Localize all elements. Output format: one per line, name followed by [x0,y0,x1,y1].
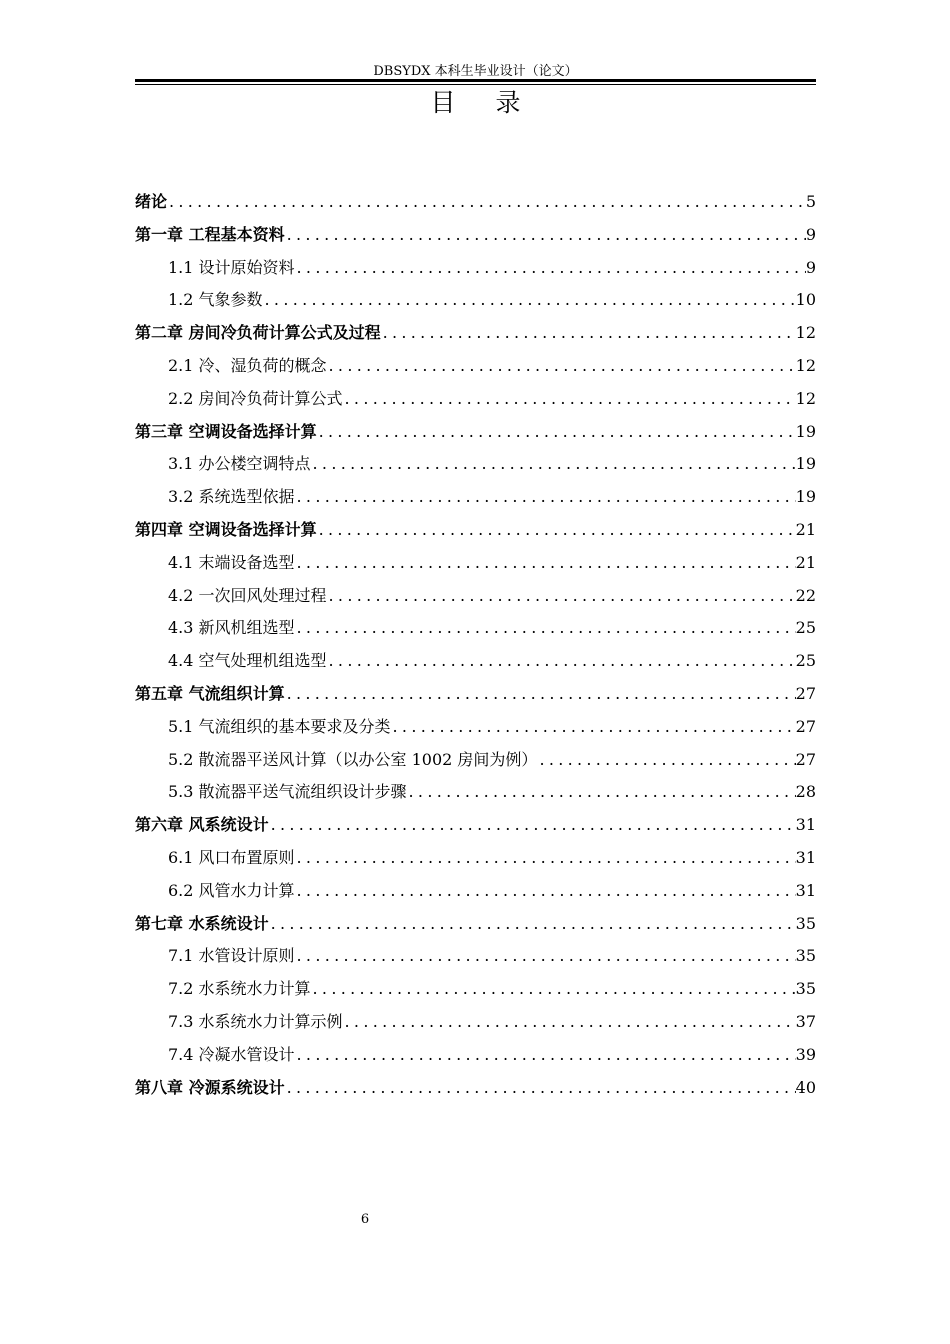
toc-entry-label: 绪论 [135,192,168,211]
toc-entry-label: 7.4 冷凝水管设计 [168,1044,295,1064]
toc-entry-label: 4.2 一次回风处理过程 [168,585,327,605]
toc-entry-label: 5.2 散流器平送风计算（以办公室 1002 房间为例） [168,749,538,769]
toc-entry-page-number: 35 [795,946,816,966]
toc-dot-leader [311,454,796,474]
toc-dot-leader [391,717,796,737]
toc-section-entry[interactable] [135,1039,816,1065]
toc-dot-leader [327,356,796,376]
toc-dot-leader [343,389,796,409]
toc-entry-page-number: 12 [795,356,816,375]
toc-section-entry[interactable] [135,612,816,638]
toc-entry-page-number: 25 [795,618,816,638]
toc-section-entry[interactable] [135,580,816,606]
toc-dot-leader [285,225,806,245]
toc-dot-leader [381,323,796,343]
toc-entry-page-number: 21 [795,552,816,572]
toc-entry-label: 7.1 水管设计原则 [168,946,295,966]
toc-dot-leader [327,586,796,606]
toc-dot-leader [295,258,806,278]
toc-entry-page-number: 31 [795,880,816,900]
toc-entry-label: 第四章 空调设备选择计算 [135,520,317,539]
toc-entry-label: 第五章 气流组织计算 [135,684,285,703]
toc-section-entry[interactable] [135,1006,816,1032]
toc-dot-leader [285,684,796,704]
toc-section-entry[interactable] [135,842,816,868]
toc-dot-leader [317,520,796,540]
toc-entry-page-number: 37 [795,1012,816,1031]
toc-dot-leader [317,422,796,442]
toc-entry-label: 4.3 新风机组选型 [168,618,295,638]
toc-dot-leader [167,192,806,212]
toc-entry-label: 第八章 冷源系统设计 [135,1077,285,1097]
toc-entry-page-number: 9 [805,257,816,277]
toc-section-entry[interactable] [135,940,816,966]
toc-section-entry[interactable] [135,284,816,310]
toc-entry-label: 1.1 设计原始资料 [168,257,295,277]
toc-entry-label: 6.1 风口布置原则 [168,848,295,867]
toc-entry-label: 7.2 水系统水力计算 [168,979,311,999]
toc-entry-label: 2.1 冷、湿负荷的概念 [168,356,327,375]
toc-chapter-entry[interactable] [135,678,816,704]
toc-entry-label: 第三章 空调设备选择计算 [135,421,317,441]
toc-entry-page-number: 19 [795,487,816,507]
toc-dot-leader [295,946,796,966]
toc-dot-leader [295,487,796,507]
toc-entry-page-number: 12 [795,388,816,408]
toc-entry-label: 7.3 水系统水力计算示例 [168,1012,343,1031]
toc-dot-leader [295,881,796,901]
toc-entry-page-number: 27 [795,749,816,769]
page-number: 6 [360,1212,370,1227]
toc-chapter-entry[interactable] [135,186,816,212]
toc-entry-label: 3.1 办公楼空调特点 [168,454,311,474]
toc-entry-page-number: 19 [795,454,816,474]
toc-entry-label: 第一章 工程基本资料 [135,224,285,244]
page-title: 目 录 [430,88,537,117]
toc-chapter-entry[interactable] [135,514,816,540]
toc-dot-leader [407,782,796,802]
toc-section-entry[interactable] [135,776,816,802]
toc-entry-page-number: 27 [795,716,816,736]
toc-section-entry[interactable] [135,481,816,507]
toc-entry-label: 5.1 气流组织的基本要求及分类 [168,716,391,736]
toc-section-entry[interactable] [135,252,816,278]
toc-section-entry[interactable] [135,744,816,770]
toc-dot-leader [311,979,796,999]
toc-entry-label: 4.1 末端设备选型 [168,552,295,572]
toc-entry-page-number: 21 [795,520,816,539]
toc-dot-leader [269,914,796,934]
toc-chapter-entry[interactable] [135,908,816,934]
toc-chapter-entry[interactable] [135,317,816,343]
toc-section-entry[interactable] [135,875,816,901]
toc-section-entry[interactable] [135,350,816,376]
toc-entry-label: 第六章 风系统设计 [135,815,269,835]
toc-entry-page-number: 27 [795,684,816,703]
toc-entry-label: 3.2 系统选型依据 [168,487,295,507]
toc-entry-label: 1.2 气象参数 [168,290,263,310]
toc-dot-leader [295,848,796,868]
toc-entry-label: 6.2 风管水力计算 [168,880,295,900]
toc-section-entry[interactable] [135,973,816,999]
toc-dot-leader [295,618,796,638]
toc-entry-page-number: 10 [795,290,816,310]
toc-chapter-entry[interactable] [135,809,816,835]
toc-dot-leader [537,750,795,770]
toc-entry-label: 2.2 房间冷负荷计算公式 [168,388,343,408]
toc-dot-leader [295,1045,796,1065]
toc-section-entry[interactable] [135,383,816,409]
header-rule-thick [135,79,816,82]
toc-section-entry[interactable] [135,645,816,671]
toc-entry-page-number: 31 [795,848,816,867]
toc-dot-leader [343,1012,796,1032]
toc-entry-page-number: 28 [795,782,816,802]
toc-dot-leader [327,651,796,671]
toc-entry-page-number: 5 [805,192,816,211]
toc-entry-page-number: 35 [795,979,816,999]
toc-entry-page-number: 31 [795,815,816,835]
toc-entry-label: 5.3 散流器平送气流组织设计步骤 [168,782,407,802]
toc-entry-page-number: 12 [795,323,816,343]
toc-entry-page-number: 35 [795,913,816,933]
toc-entry-page-number: 39 [795,1044,816,1064]
toc-chapter-entry[interactable] [135,416,816,442]
header-rule-thin [135,84,816,85]
toc-entry-page-number: 22 [795,585,816,605]
toc-entry-page-number: 19 [795,421,816,441]
toc-entry-label: 4.4 空气处理机组选型 [168,651,327,671]
toc-entry-page-number: 25 [795,651,816,671]
toc-section-entry[interactable] [135,711,816,737]
toc-section-entry[interactable] [135,448,816,474]
toc-dot-leader [295,553,796,573]
toc-entry-label: 第二章 房间冷负荷计算公式及过程 [135,323,381,343]
running-header: DBSYDX 本科生毕业设计（论文） [373,64,578,79]
toc-entry-label: 第七章 水系统设计 [135,913,269,933]
toc-chapter-entry[interactable] [135,1072,816,1098]
toc-entry-page-number: 40 [795,1077,816,1097]
toc-dot-leader [269,815,796,835]
toc-dot-leader [285,1078,796,1098]
toc-entry-page-number: 9 [805,224,816,244]
toc-section-entry[interactable] [135,547,816,573]
toc-dot-leader [263,290,796,310]
toc-chapter-entry[interactable] [135,219,816,245]
